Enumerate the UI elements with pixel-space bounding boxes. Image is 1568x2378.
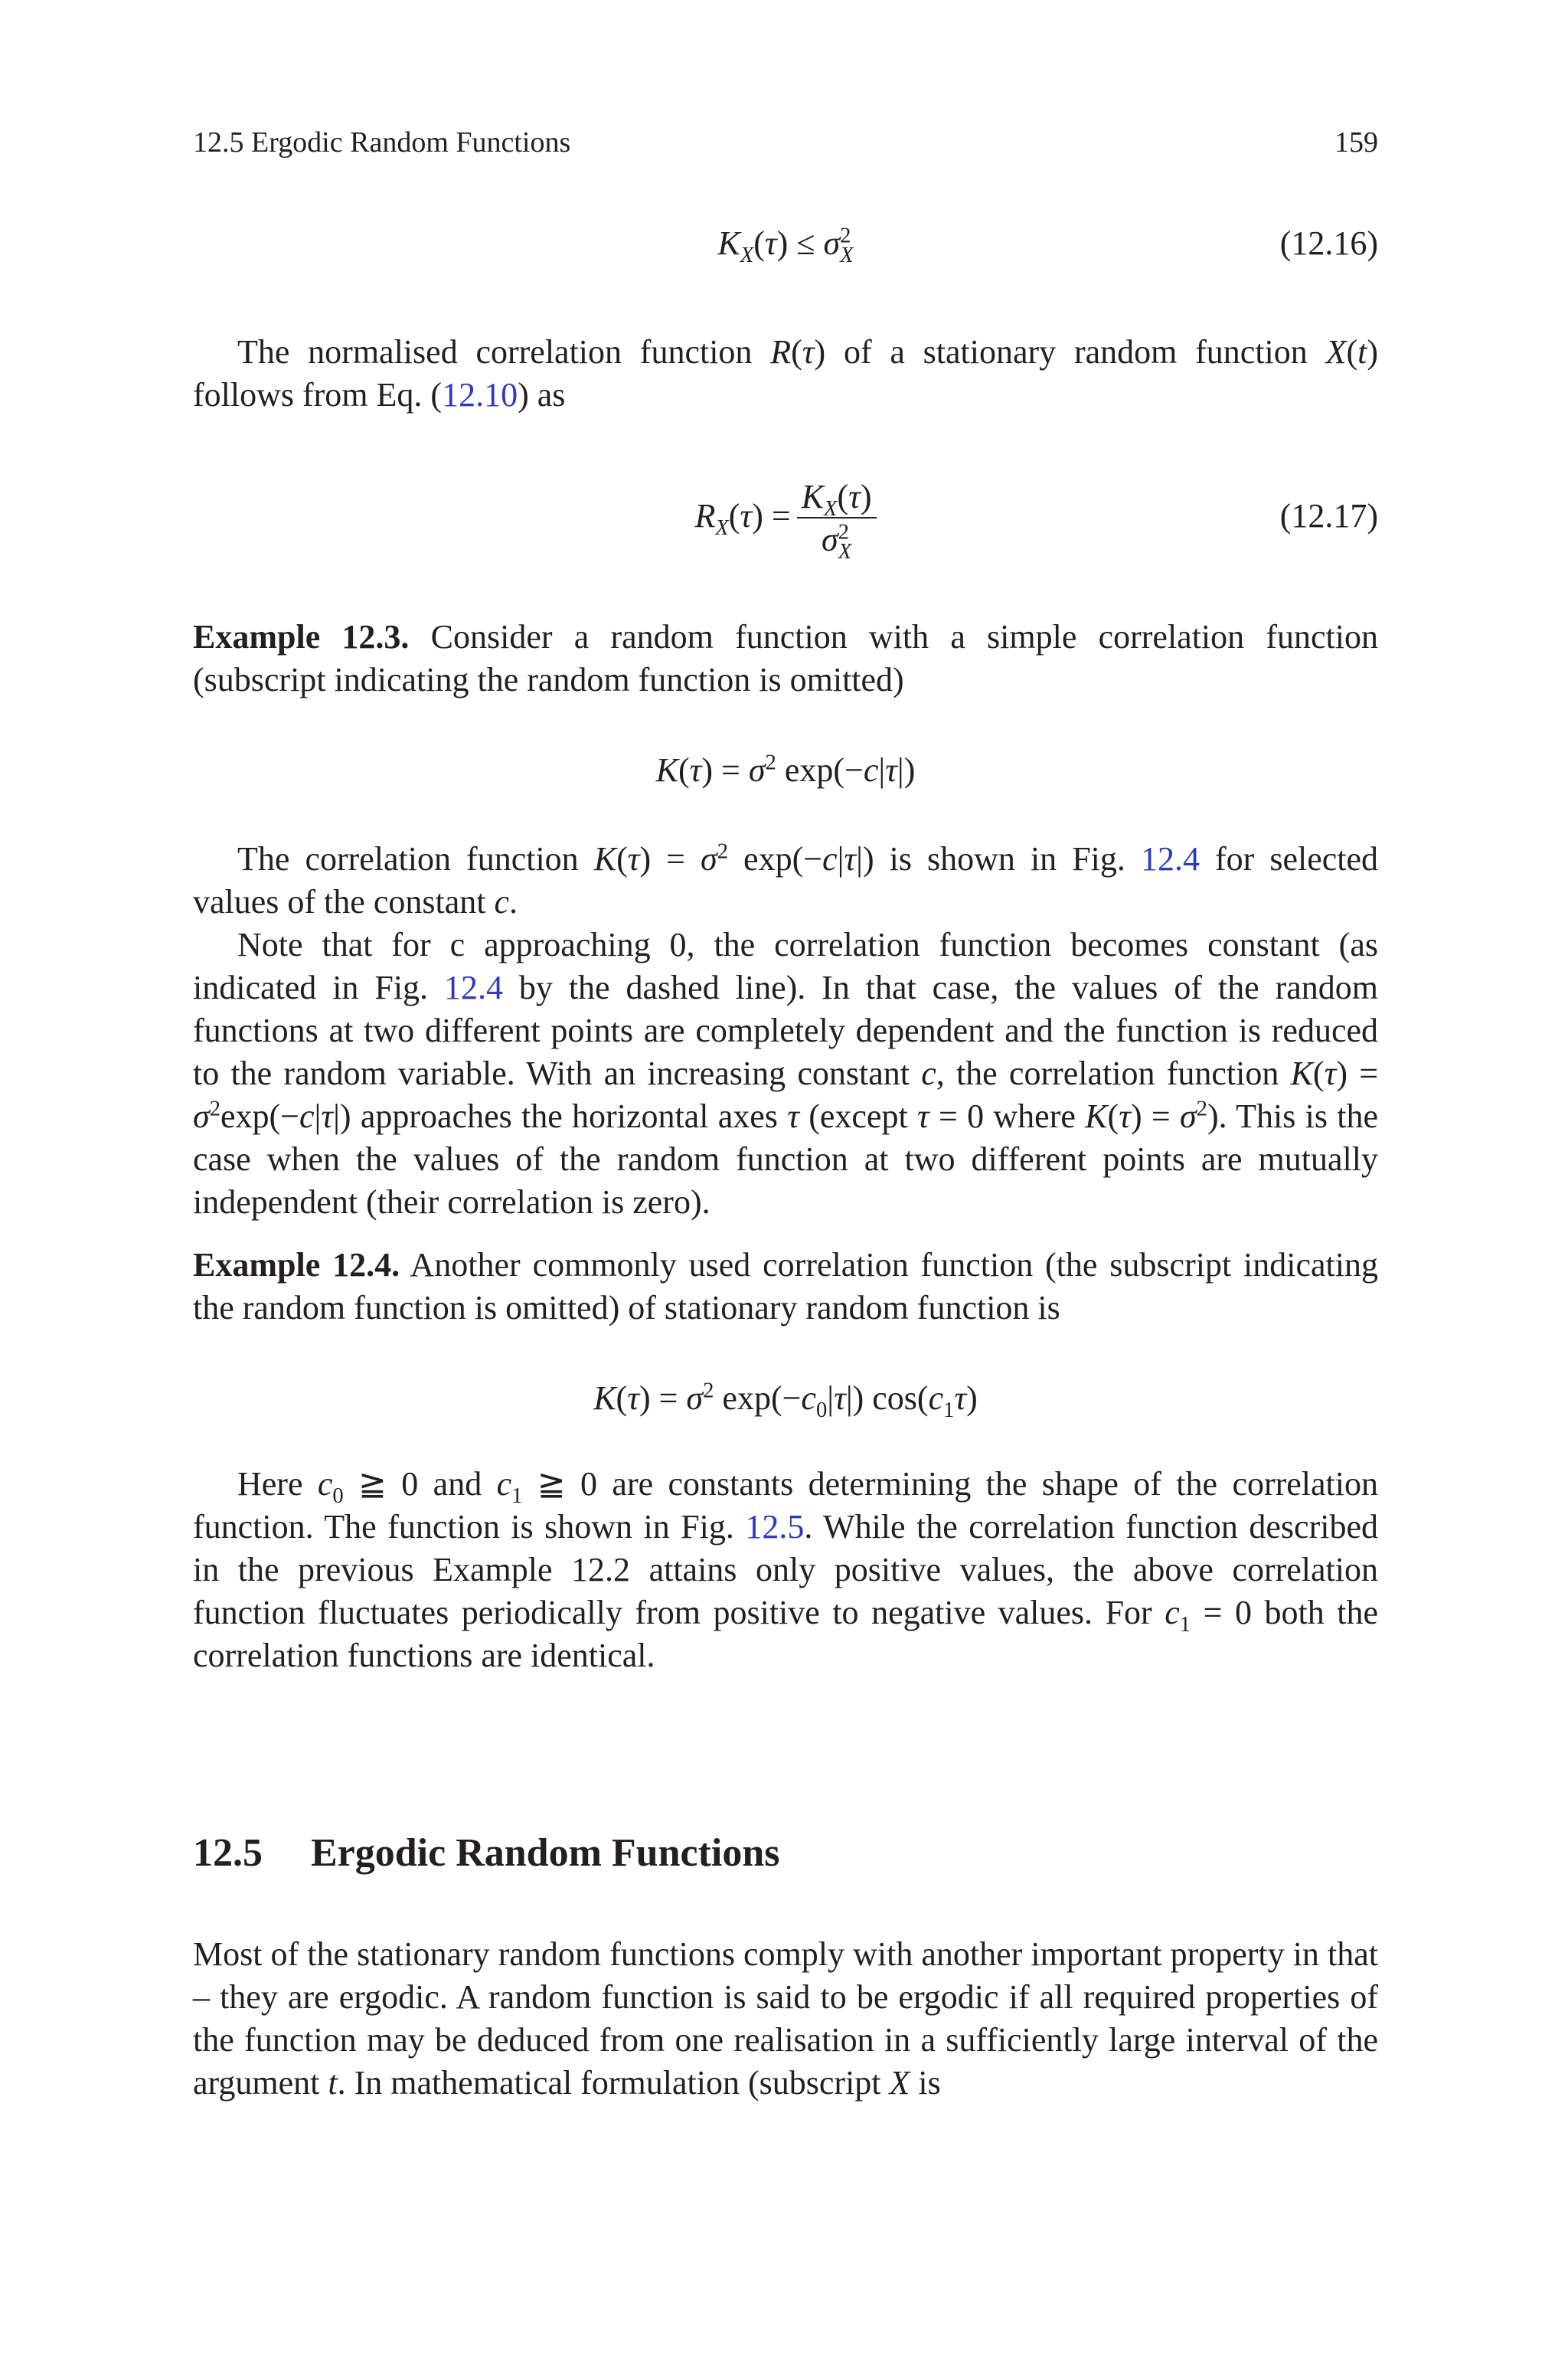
- equation-simple-correlation: [193, 749, 1378, 792]
- paragraph-correlation-shown: The correlation function $K(\tau) = \sigma^2$ exp(−c|τ|) is shown in Fig. 12.4 for selected values of the constant c. Note that for c approaching 0, the correlation function becomes constant (as indicated in Fig. 12.4 by the dashed line). In that case, the values of the random functions at two different points are completely dependent and the function is reduced to the random variable. With an increasing constant c, the correlation function $K(\tau) = \sigma^2\exp(-c|\tau|)$ approaches the horizontal axes τ (except τ = 0 where $K(\tau) = \sigma^2$). This is the case when the values of the random function at two different points are mutually independent (their correlation is zero).: [193, 838, 1378, 1224]
- running-header: [193, 124, 1378, 161]
- example-label: Example 12.4.: [193, 1246, 400, 1284]
- paragraph-constants: Here $c_0$ ≧ 0 and $c_1$ ≧ 0 are constants determining the shape of the correlation function. The function is shown in Fig. 12.5. While the correlation function described in the previous Example 12.2 attains only positive values, the above correlation function fluctuates periodically from positive to negative values. For $c_1 = 0$ both the correlation functions are identical.: [193, 1465, 1379, 1674]
- fig-12-4-link-2[interactable]: 12.4: [443, 969, 503, 1006]
- paragraph-note: Note that for c approaching 0, the correlation function becomes constant (as indicated in Fig. 12.4 by the dashed line). In that case, the values of the random functions at two different points are completely dependent and the function is reduced to the random variable. With an increasing constant c, the correlation function $K(\tau) = \sigma^2\exp(-c|\tau|)$ approaches the horizontal axes τ (except τ = 0 where $K(\tau) = \sigma^2$). This is the case when the values of the random function at two different points are mutually independent (their correlation is zero).: [193, 926, 1379, 1221]
- fig-12-5-link[interactable]: 12.5: [745, 1508, 805, 1546]
- equation-body: $R_X(\tau)$ = $\frac{K_X(\tau)}{\sigma^2_X}$: [193, 476, 1378, 561]
- paragraph-normalised-correlation: The normalised correlation function R(τ) of a stationary random function X(t) follows from Eq. (12.10) as: [193, 333, 1378, 414]
- equation-12-16: [193, 222, 1378, 265]
- equation-body: $K(\tau) = \sigma^2$ $\exp(-c_0|\tau|)$ $\cos(c_1\tau)$: [593, 1379, 978, 1422]
- equation-body: $K_X(\tau) \le \sigma^2_X$: [717, 224, 854, 267]
- equation-number: (12.17): [1279, 497, 1378, 535]
- equation-12-17: [193, 476, 1378, 564]
- equation-number: (12.16): [1279, 224, 1378, 262]
- section-number: 12.5: [193, 1831, 263, 1875]
- example-12-3: Example 12.3. Consider a random function with a simple correlation function (subscript indicating the random function is omitted): [193, 618, 1378, 698]
- eq-12-10-link[interactable]: 12.10: [442, 376, 518, 414]
- equation-oscillating-correlation: [193, 1377, 1378, 1420]
- example-12-4: Example 12.4. Another commonly used correlation function (the subscript indicating the random function is omitted) of stationary random function is: [193, 1246, 1379, 1326]
- section-title: Ergodic Random Functions: [311, 1831, 780, 1875]
- fig-12-4-link[interactable]: 12.4: [1140, 840, 1200, 878]
- equation-body: $K(\tau) = \sigma^2$ exp(−c|τ|): [655, 751, 916, 789]
- header-section-title: 12.5 Ergodic Random Functions: [193, 126, 571, 159]
- example-label: Example 12.3.: [193, 618, 410, 656]
- paragraph-ergodic: Most of the stationary random functions comply with another important property in that – they are ergodic. A random function is said to be ergodic if all required properties of the function may be deduced from one realisation in a sufficiently large interval of the argument t. In mathematical formulation (subscript X is: [193, 1935, 1378, 2102]
- section-heading: [193, 1829, 1378, 1878]
- page-number: 159: [1334, 126, 1378, 159]
